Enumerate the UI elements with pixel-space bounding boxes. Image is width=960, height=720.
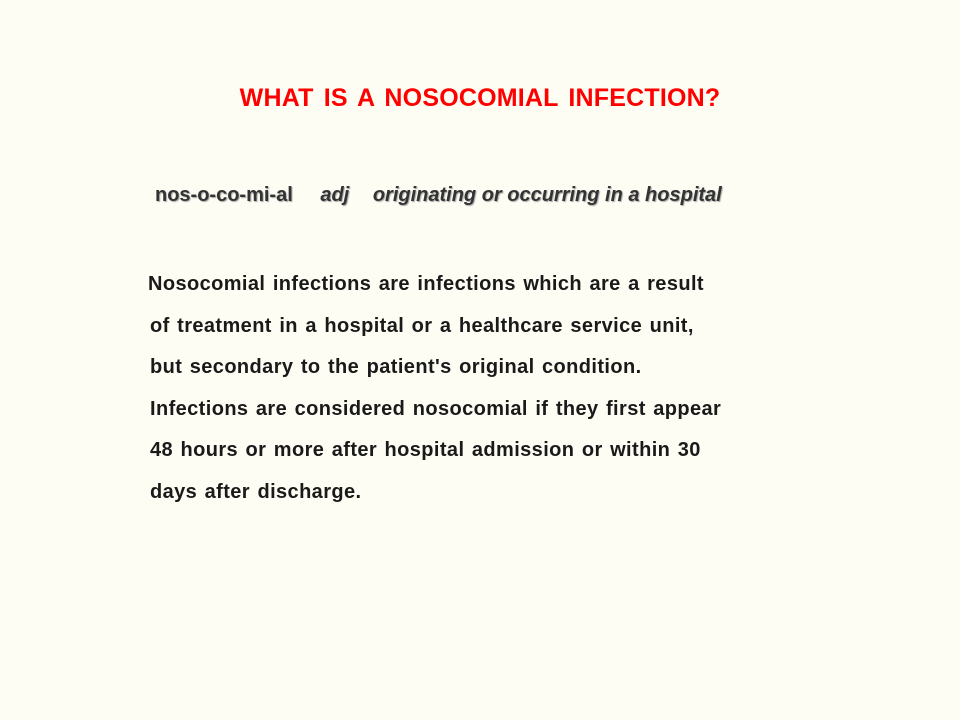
dictionary-definition bbox=[155, 184, 722, 207]
body-paragraph bbox=[150, 270, 721, 519]
body-line: days after discharge. bbox=[150, 480, 362, 503]
slide-title: WHAT IS A NOSOCOMIAL INFECTION? bbox=[239, 84, 721, 112]
body-line: Nosocomial infections are infections which are a result bbox=[148, 273, 704, 295]
definition-word: nos-o-co-mi-al bbox=[155, 184, 293, 206]
body-line: but secondary to the patient's original condition. bbox=[150, 356, 642, 378]
body-line: of treatment in a hospital or a healthcare service unit, bbox=[150, 314, 694, 337]
definition-meaning: originating or occurring in a hospital bbox=[372, 184, 722, 206]
body-line: 48 hours or more after hospital admission or within 30 bbox=[150, 439, 701, 461]
definition-part-of-speech: adj bbox=[320, 184, 350, 206]
body-line: Infections are considered nosocomial if they first appear bbox=[150, 397, 722, 420]
